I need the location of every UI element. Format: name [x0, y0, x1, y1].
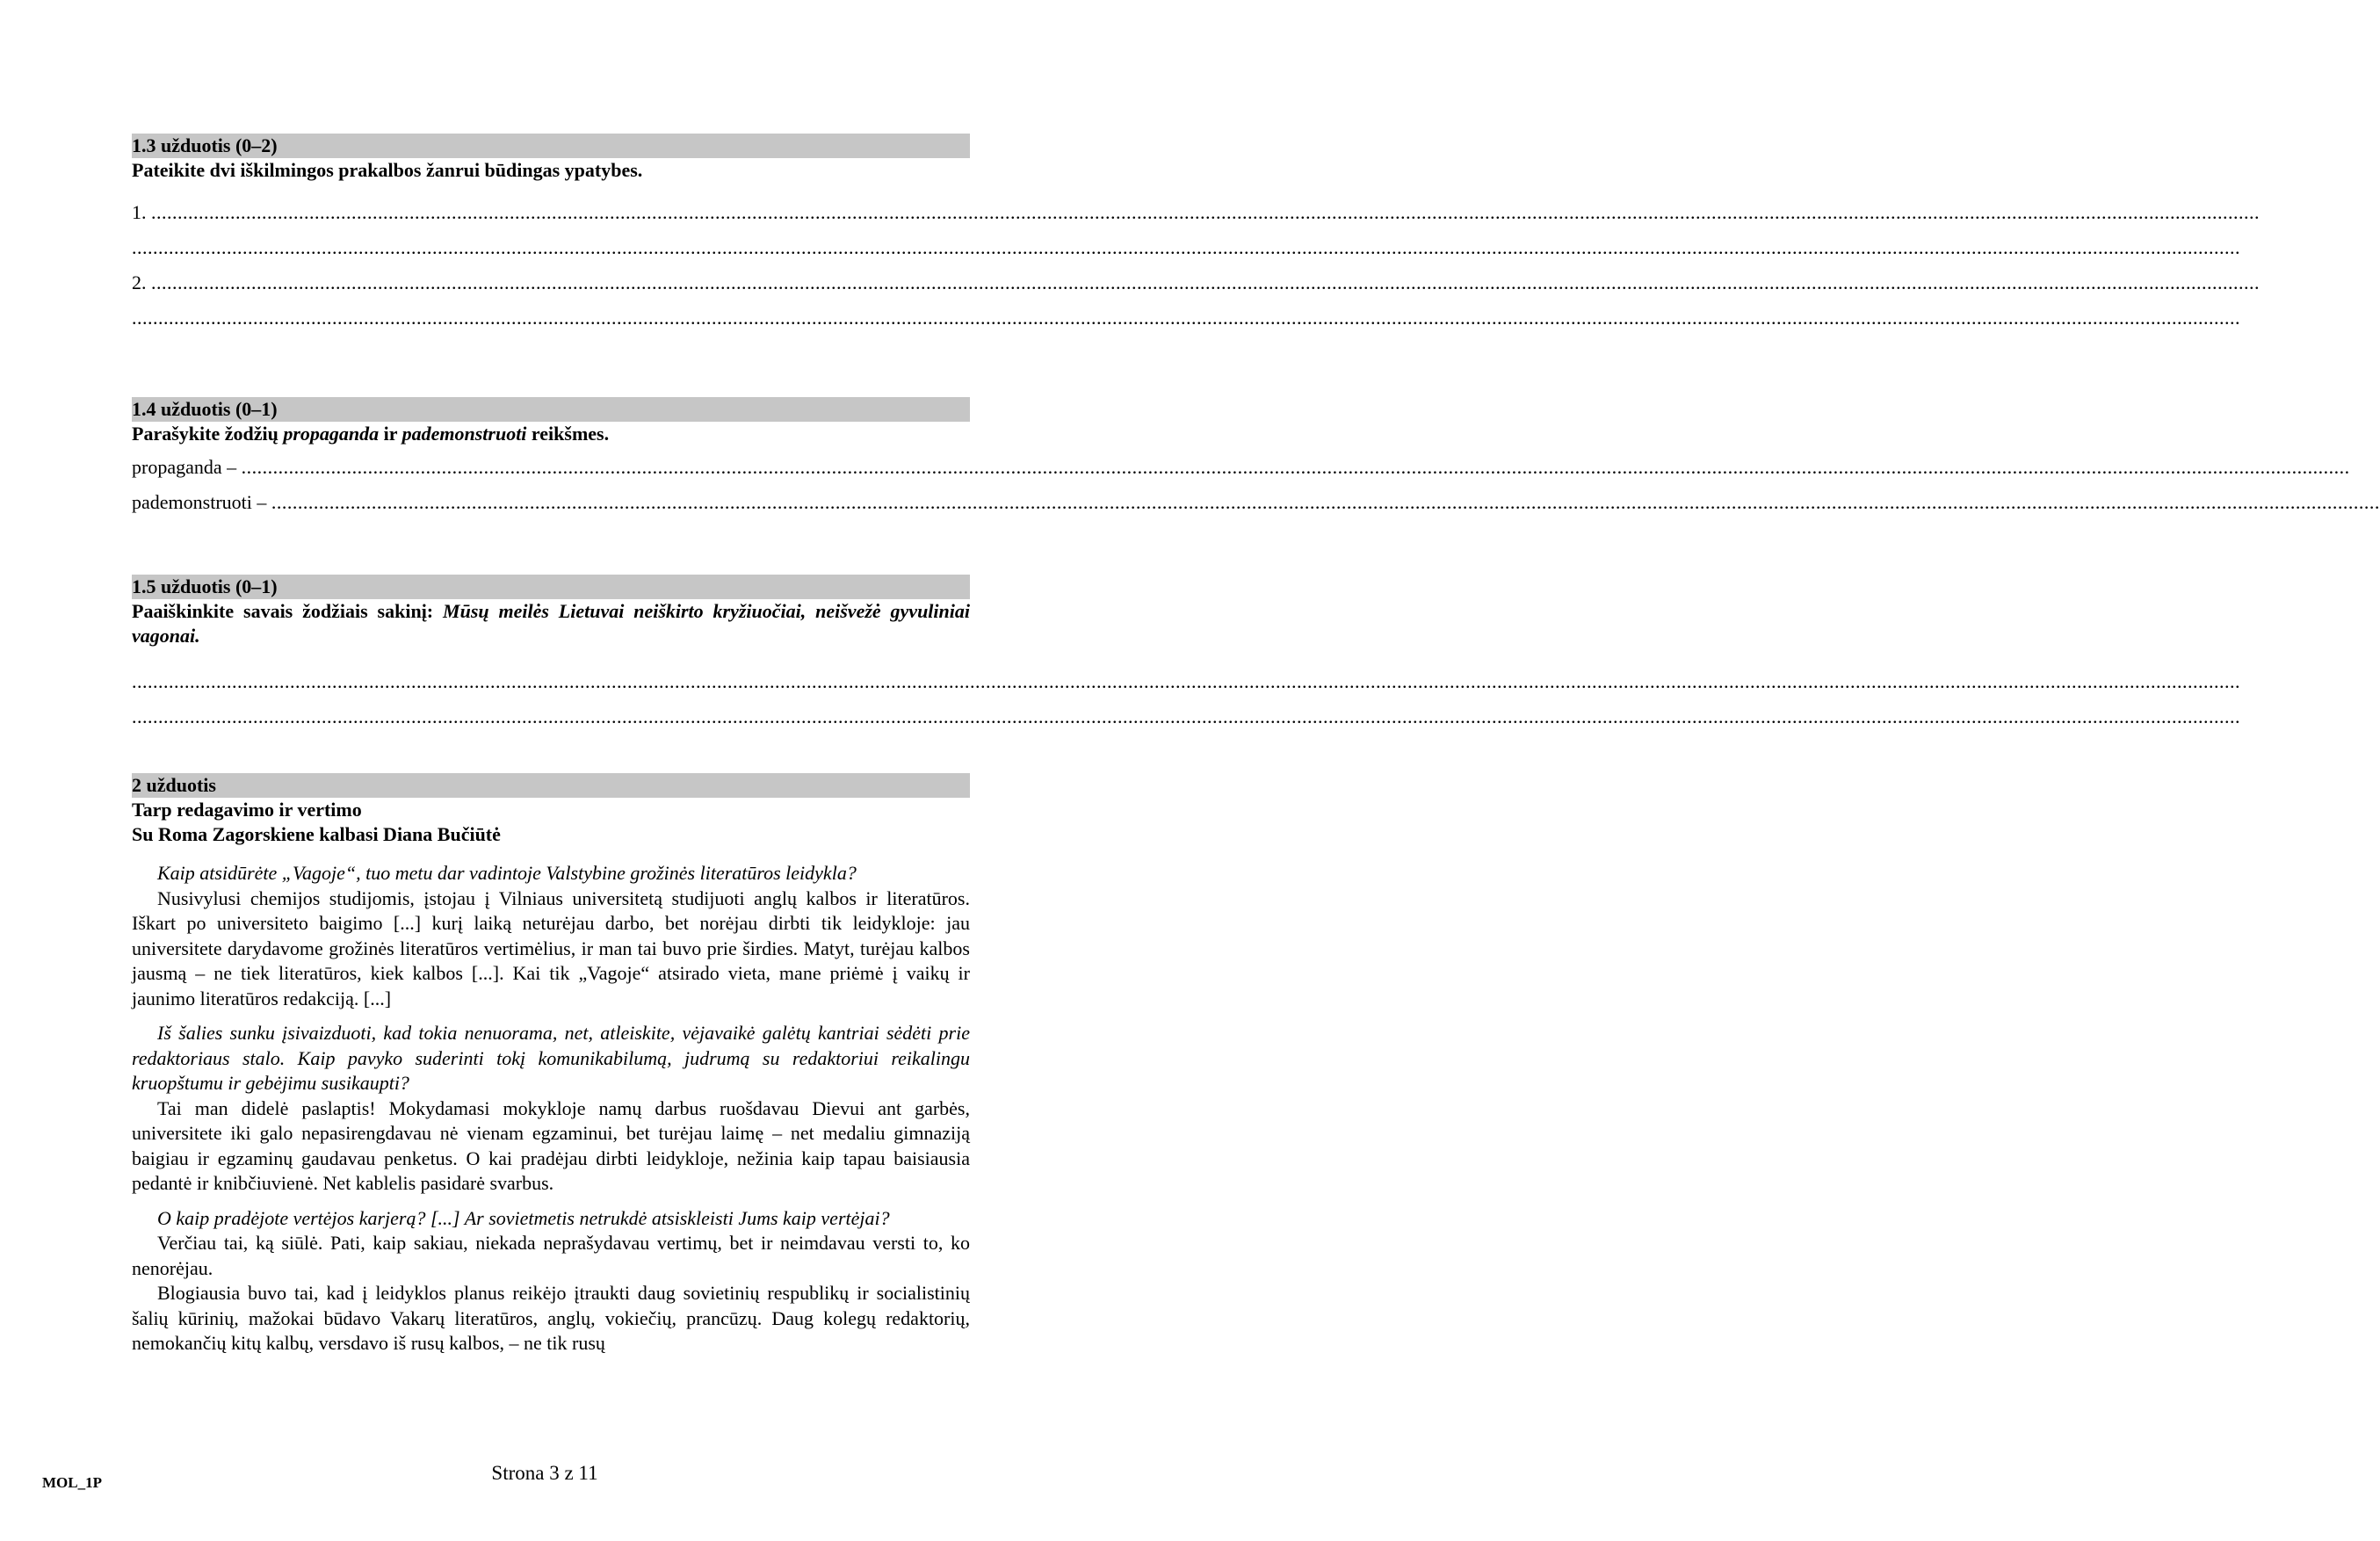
dotted-fill: ................................................................................................................................................................................................................................................................................................................................................................................................................	[241, 456, 2350, 478]
term-pademonstruoti: pademonstruoti	[401, 423, 527, 445]
instruction-text: reikšmes.	[526, 423, 610, 445]
dotted-fill: ................................................................................................................................................................................................................................................................................................................................................................................................................	[132, 236, 2240, 258]
instruction-text: Paaiškinkite savais žodžiais sakinį:	[132, 600, 444, 622]
task-title: 1.3 užduotis (0–2)	[132, 134, 970, 158]
answer-label: 1.	[132, 201, 151, 223]
answer-line[interactable]	[132, 699, 2240, 734]
task-1-4	[132, 397, 2380, 520]
answer-line[interactable]	[132, 450, 2350, 485]
interview-question: Kaip atsidūrėte „Vagoje“, tuo metu dar vadintoje Valstybine grožinės literatūros leidykla?	[157, 862, 857, 884]
task-instruction	[132, 599, 970, 648]
answer-label: pademonstruoti –	[132, 491, 271, 513]
answer-line[interactable]	[132, 485, 2380, 520]
task-title: 2 užduotis	[132, 773, 970, 798]
interview-answer: Nusivylusi chemijos studijomis, įstojau į Vilniaus universitetą studijuoti anglų kalbos ir literatūros. Iškart po universiteto baigimo [...] kurį laiką neturėjau darbo, bet norėjau dirbti tik leidykloje: jau universitete darydavome grožinės literatūros vertimėlius, ir man tai buvo prie širdies. Matyt, turėjau kalbos jausmą – ne tiek literatūros, kiek kalbos [...]. Kai tik „Vagoje“ atsirado vieta, mane priėmė į vaikų ir jaunimo literatūros redakciją. [...]	[132, 886, 970, 1009]
page-number: Strona 3 z 11	[491, 1462, 598, 1484]
dotted-fill: ................................................................................................................................................................................................................................................................................................................................................................................................................	[132, 705, 2240, 727]
answer-line[interactable]	[132, 195, 2260, 230]
dotted-fill: ................................................................................................................................................................................................................................................................................................................................................................................................................	[132, 307, 2240, 329]
answer-line[interactable]	[132, 300, 2240, 336]
instruction-text: ir	[379, 423, 402, 445]
exam-code: MOL_1P	[42, 1474, 102, 1491]
article-subtitle: Su Roma Zagorskiene kalbasi Diana Bučiūtė	[132, 823, 501, 845]
answer-label: propaganda –	[132, 456, 242, 478]
dotted-fill: ................................................................................................................................................................................................................................................................................................................................................................................................................	[132, 670, 2240, 692]
instruction-text: Parašykite žodžių	[132, 423, 284, 445]
interview-answer: Verčiau tai, ką siūlė. Pati, kaip sakiau, niekada neprašydavau vertimų, bet ir neimdavau versti to, ko nenorėjau.	[132, 1232, 970, 1279]
interview-answer: Tai man didelė paslaptis! Mokydamasi mokykloje namų darbus ruošdavau Dievui ant garbės, universitete iki galo nepasirengdavau nė vienam egzaminui, bet turėjau laimę – net medaliu gimnaziją baigiau ir egzaminų gaudavau penketus. O kai pradėjau dirbti leidykloje, nežinia kaip tapau baisiausia pedantė ir knibčiuvienė. Net kablelis pasidarė svarbus.	[132, 1096, 970, 1194]
task-1-5	[132, 575, 2240, 734]
term-propaganda: propaganda	[283, 423, 380, 445]
interview-answer: Blogiausia buvo tai, kad į leidyklos planus reikėjo įtraukti daug sovietinių respublikų ir socialistinių šalių kūrinių, mažokai būdavo Vakarų literatūros, anglų, vokiečių, prancūzų. Daug kolegų redaktorių, nemokančių kitų kalbų, versdavo iš rusų kalbos, – ne tik rusų	[132, 1282, 970, 1354]
task-title: 1.5 užduotis (0–1)	[132, 575, 970, 599]
dotted-fill: ................................................................................................................................................................................................................................................................................................................................................................................................................	[271, 491, 2380, 513]
task-instruction: Pateikite dvi iškilmingos prakalbos žanrui būdingas ypatybes.	[132, 159, 643, 181]
answer-line[interactable]	[132, 664, 2240, 699]
answer-line[interactable]	[132, 265, 2260, 300]
interview-question: O kaip pradėjote vertėjos karjerą? [...] Ar sovietmetis netrukdė atsiskleisti Jums kaip vertėjai?	[157, 1206, 890, 1229]
task-instruction	[132, 422, 970, 446]
answer-label: 2.	[132, 271, 151, 293]
task-title: 1.4 užduotis (0–1)	[132, 397, 970, 422]
task-1-3	[132, 134, 2260, 336]
dotted-fill: ................................................................................................................................................................................................................................................................................................................................................................................................................	[151, 271, 2260, 293]
article-title: Tarp redagavimo ir vertimo	[132, 799, 362, 821]
answer-line[interactable]	[132, 230, 2240, 265]
task-2	[132, 773, 970, 1357]
interview-question: Iš šalies sunku įsivaizduoti, kad tokia nenuorama, net, atleiskite, vėjavaikė galėtų kantriai sėdėti prie redaktoriaus stalo. Kaip pavyko suderinti tokį komunikabilumą, judrumą su redaktoriui reikalingu kruopštumu ir gebėjimu susikaupti?	[132, 1022, 970, 1094]
dotted-fill: ................................................................................................................................................................................................................................................................................................................................................................................................................	[151, 201, 2260, 223]
instruction-quote: Mūsų meilės Lietuvai neiškirto kryžiuočiai, neišvežė gyvuliniai vagonai.	[132, 600, 970, 647]
